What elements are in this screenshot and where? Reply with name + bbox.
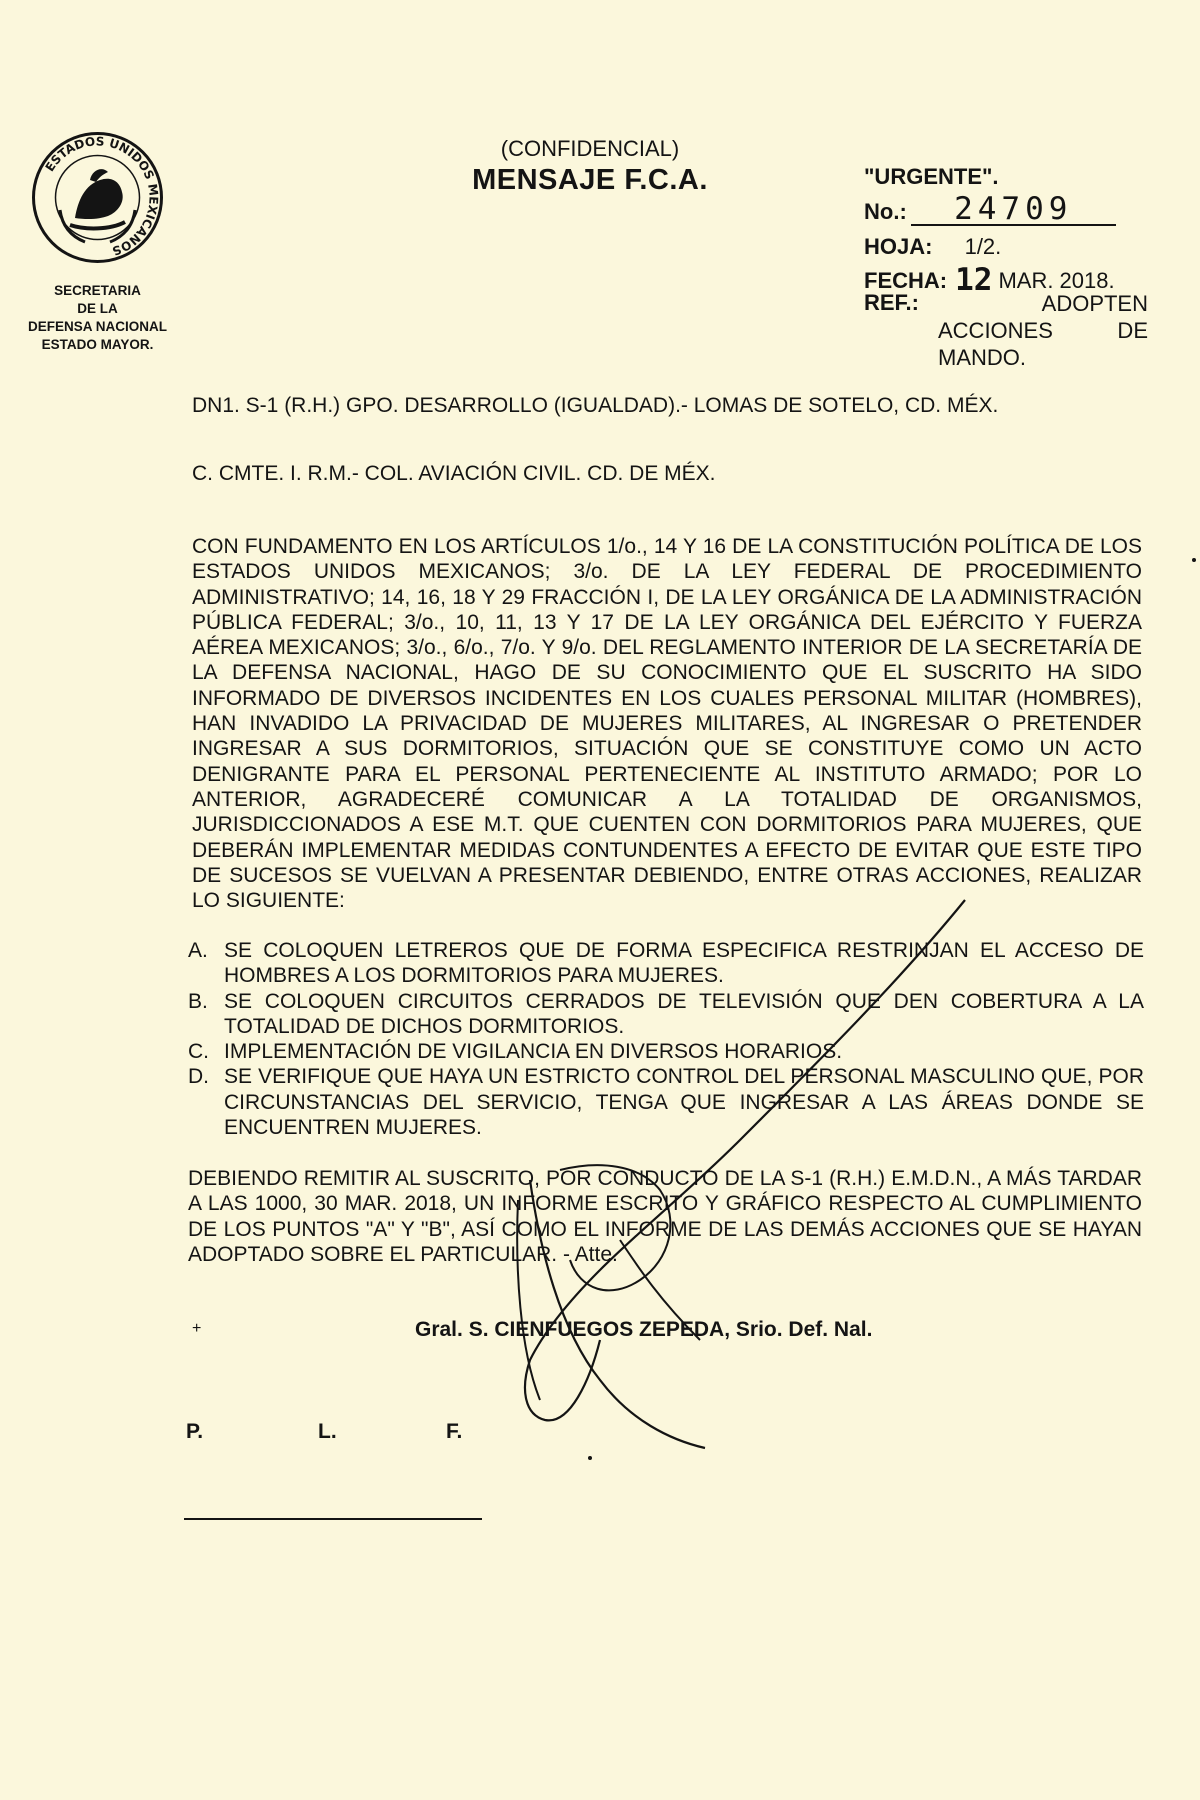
speck bbox=[1192, 558, 1196, 562]
list-item bbox=[188, 989, 1144, 1040]
reference-line: MANDO. bbox=[938, 345, 1026, 370]
reference-label-row bbox=[864, 290, 919, 316]
speck bbox=[588, 1456, 592, 1460]
seal-caption-line: ESTADO MAYOR. bbox=[41, 337, 154, 352]
message-title: MENSAJE F.C.A. bbox=[472, 164, 708, 196]
seal-caption-line: SECRETARIA bbox=[54, 283, 141, 298]
list-item bbox=[188, 1064, 1144, 1140]
list-letter: A. bbox=[188, 939, 208, 962]
number-value: 24709 bbox=[911, 194, 1116, 226]
seal-caption-line: DE LA bbox=[77, 301, 118, 316]
plus-mark: + bbox=[192, 1320, 202, 1337]
footer-p: P. bbox=[186, 1420, 204, 1443]
confidential-label: (CONFIDENCIAL) bbox=[500, 136, 680, 161]
date-day: 12 bbox=[955, 262, 993, 298]
list-letter: C. bbox=[188, 1040, 209, 1064]
reference-text bbox=[938, 290, 1148, 371]
list-text: IMPLEMENTACIÓN DE VIGILANCIA EN DIVERSOS HORARIOS. bbox=[224, 1040, 843, 1064]
list-text: SE COLOQUEN CIRCUITOS CERRADOS DE TELEVISIÓN QUE DEN COBERTURA A LA TOTALIDAD DE DICHOS DORMITORIOS. bbox=[224, 989, 1144, 1038]
bottom-rule bbox=[184, 1518, 482, 1520]
number-row bbox=[864, 191, 1116, 227]
seal-caption-line: DEFENSA NACIONAL bbox=[27, 319, 167, 334]
list-text: SE COLOQUEN LETREROS QUE DE FORMA ESPECIFICA RESTRINJAN EL ACCESO DE HOMBRES A LOS DORMITORIOS PARA MUJERES. bbox=[224, 939, 1144, 988]
recipient-line: C. CMTE. I. R.M.- COL. AVIACIÓN CIVIL. CD. DE MÉX. bbox=[192, 462, 716, 485]
list-text: SE VERIFIQUE QUE HAYA UN ESTRICTO CONTROL DEL PERSONAL MASCULINO QUE, POR CIRCUNSTANCIAS DEL SERVICIO, TENGA QUE INGRESAR A LAS ÁREAS DONDE SE ENCUENTREN MUJERES. bbox=[224, 1065, 1144, 1140]
sheet-label: HOJA: bbox=[864, 234, 933, 259]
closing-paragraph: DEBIENDO REMITIR AL SUSCRITO, POR CONDUCTO DE LA S-1 (R.H.) E.M.D.N., A MÁS TARDAR A LAS 1000, 30 MAR. 2018, UN INFORME ESCRITO Y GRÁFICO RESPECTO AL CUMPLIMIENTO DE LOS PUNTOS "A" Y "B", ASÍ COMO EL INFORME DE LAS DEMÁS ACCIONES QUE SE HAYAN ADOPTADO SOBRE EL PARTICULAR. - Atte. bbox=[188, 1167, 1142, 1266]
action-list bbox=[188, 938, 1144, 1140]
number-label: No.: bbox=[864, 199, 907, 224]
sheet-row bbox=[864, 234, 1001, 260]
seal-caption bbox=[10, 282, 185, 354]
urgent-label: "URGENTE". bbox=[864, 164, 999, 189]
sheet-value: 1/2. bbox=[964, 234, 1002, 259]
date-rest: MAR. 2018. bbox=[998, 268, 1115, 293]
list-letter: B. bbox=[188, 989, 208, 1013]
footer-l: L. bbox=[318, 1420, 337, 1443]
reference-line: ACCIONES DE bbox=[938, 318, 1148, 343]
signature-name: Gral. S. CIENFUEGOS ZEPEDA, Srio. Def. Nal. bbox=[415, 1318, 873, 1341]
list-letter: D. bbox=[188, 1065, 209, 1089]
body-paragraph: CON FUNDAMENTO EN LOS ARTÍCULOS 1/o., 14 Y 16 DE LA CONSTITUCIÓN POLÍTICA DE LOS ESTADOS UNIDOS MEXICANOS; 3/o. DE LA LEY FEDERAL DE PROCEDIMIENTO ADMINISTRATIVO; 14, 16, 18 Y 29 FRACCIÓN I, DE LA LEY ORGÁNICA DE LA ADMINISTRACIÓN PÚBLICA FEDERAL; 3/o., 10, 11, 13 Y 17 DE LA LEY ORGÁNICA DEL EJÉRCITO Y FUERZA AÉREA MEXICANOS; 3/o., 6/o., 7/o. Y 9/o. DEL REGLAMENTO INTERIOR DE LA SECRETARÍA DE LA DEFENSA NACIONAL, HAGO DE SU CONOCIMIENTO QUE EL SUSCRITO HA SIDO INFORMADO DE DIVERSOS INCIDENTES EN LOS CUALES PERSONAL MILITAR (HOMBRES), HAN INVADIDO LA PRIVACIDAD DE MUJERES MILITARES, AL INGRESAR O PRETENDER INGRESAR A SUS DORMITORIOS, SITUACIÓN QUE SE CONSTITUYE COMO UN ACTO DENIGRANTE PARA EL PERSONAL PERTENECIENTE AL INSTITUTO ARMADO; POR LO ANTERIOR, AGRADECERÉ COMUNICAR A LA TOTALIDAD DE ORGANISMOS, JURISDICCIONADOS A ESE M.T. QUE CUENTEN CON DORMITORIOS PARA MUJERES, QUE DEBERÁN IMPLEMENTAR MEDIDAS CONTUNDENTES A EFECTO DE EVITAR QUE ESTE TIPO DE SUCESOS SE VUELVAN A PRESENTAR DEBIENDO, ENTRE OTRAS ACCIONES, REALIZAR LO SIGUIENTE: bbox=[192, 535, 1142, 913]
seal-ring-text: ESTADOS UNIDOS MEXICANOS bbox=[42, 134, 161, 259]
sender-line: DN1. S-1 (R.H.) GPO. DESARROLLO (IGUALDAD).- LOMAS DE SOTELO, CD. MÉX. bbox=[192, 394, 999, 417]
reference-line: ADOPTEN bbox=[1041, 291, 1148, 316]
reference-label: REF.: bbox=[864, 290, 919, 315]
date-label: FECHA: bbox=[864, 268, 948, 293]
footer-f: F. bbox=[446, 1420, 463, 1443]
national-seal-icon bbox=[30, 130, 165, 265]
list-item bbox=[188, 1039, 1144, 1064]
list-item bbox=[188, 938, 1144, 989]
